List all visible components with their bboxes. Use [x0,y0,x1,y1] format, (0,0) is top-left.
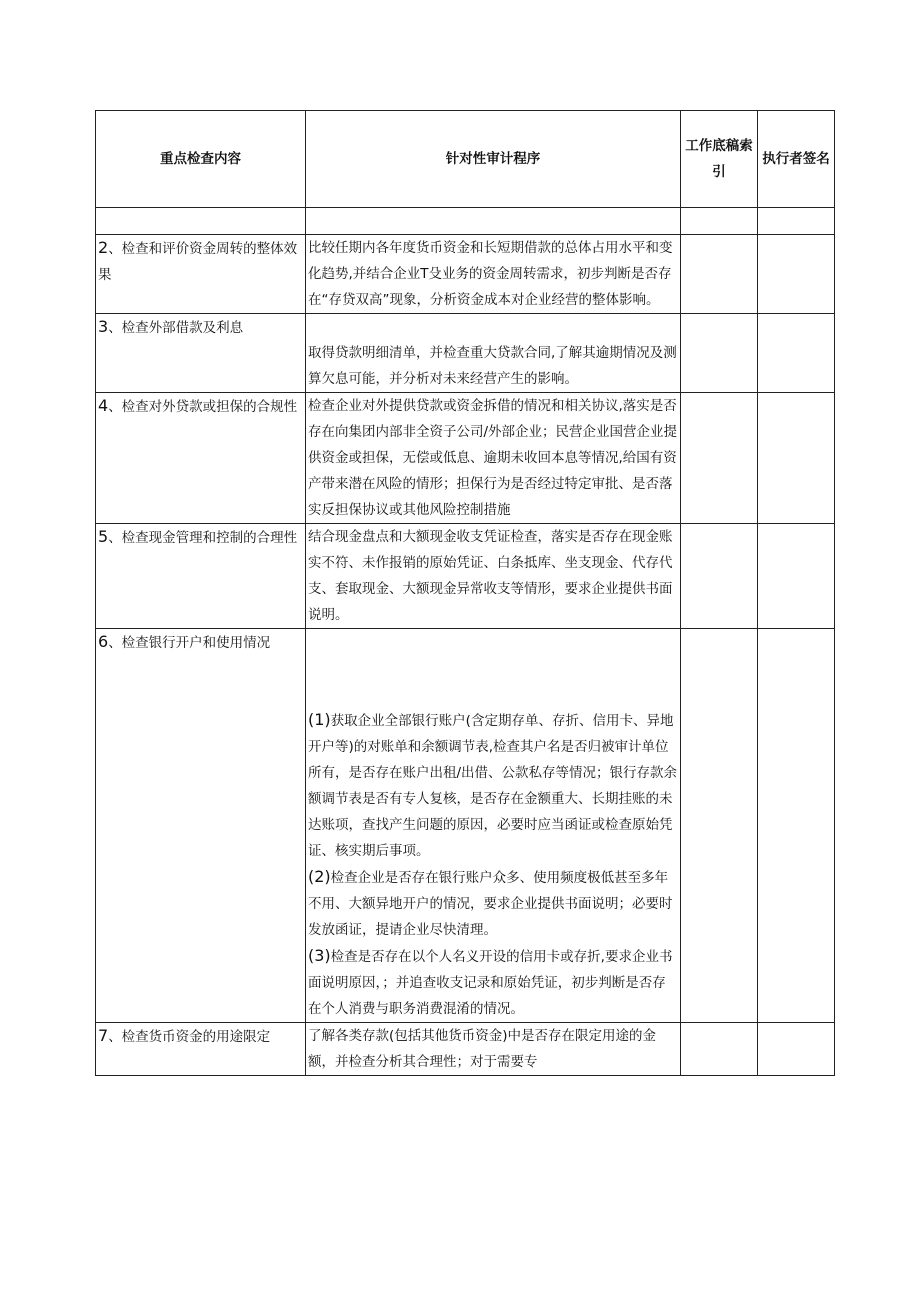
procedure-cell: 检查企业对外提供贷款或资金拆借的情况和相关协议,落实是否存在向集团内部非全资子公司/外部企业；民营企业国营企业提供资金或担保，无偿或低息、逾期未收回本息等情况,给国有资产带来潜在风险的情形；担保行为是否经过特定审批、是否落实反担保协议或其他风险控制措施 [306,393,681,524]
table-row [96,1023,835,1076]
table-row [96,629,835,1023]
table-row [96,393,835,524]
workpaper-index-cell [681,1023,758,1076]
procedure-cell [306,629,681,1023]
procedure-item: (1)获取企业全部银行账户(含定期存单、存折、信用卡、异地开户等)的对账单和余额调节表,检查其户名是否归被审计单位所有，是否存在账户出租/出借、公款私存等情况；银行存款余额调节表是否有专人复核，是否存在金额重大、长期挂账的未达账项，查找产生问题的原因，必要时应当函证或检查原始凭证、核实期后事项。 [308,710,678,859]
empty-row [96,208,835,235]
workpaper-index-cell [681,235,758,314]
table-row [96,524,835,629]
procedure-item: (3)检查是否存在以个人名义开设的信用卡或存折,要求企业书面说明原因，；并追查收支记录和原始凭证，初步判断是否存在个人消费与职务消费混淆的情况。 [308,946,673,1017]
check-content-cell: 3、检查外部借款及利息 [96,314,306,393]
workpaper-index-cell [681,314,758,393]
table-row [96,235,835,314]
header-check-content: 重点检查内容 [96,111,306,208]
workpaper-index-cell [681,629,758,1023]
header-workpaper-index: 工作底稿索引 [681,111,758,208]
check-content-cell: 5、检查现金管理和控制的合理性 [96,524,306,629]
check-content-cell: 7、检查货币资金的用途限定 [96,1023,306,1076]
header-executor-signature: 执行者签名 [758,111,835,208]
signature-cell [758,393,835,524]
signature-cell [758,314,835,393]
check-content-cell: 2、检查和评价资金周转的整体效果 [96,235,306,314]
procedure-item: (2)检查企业是否存在银行账户众多、使用频度极低甚至多年不用、大额异地开户的情况，要求企业提供书面说明；必要时发放函证，提请企业尽快清理。 [308,867,673,938]
check-content-cell: 6、检查银行开户和使用情况 [96,629,306,1023]
signature-cell [758,1023,835,1076]
procedure-cell: 结合现金盘点和大额现金收支凭证检查，落实是否存在现金账实不符、未作报销的原始凭证、白条抵库、坐支现金、代存代支、套取现金、大额现金异常收支等情形，要求企业提供书面说明。 [306,524,681,629]
signature-cell [758,629,835,1023]
audit-table [95,110,835,1076]
procedure-cell: 取得贷款明细清单，并检查重大贷款合同,了解其逾期情况及测算欠息可能，并分析对未来经营产生的影响。 [306,314,681,393]
header-audit-procedure: 针对性审计程序 [306,111,681,208]
procedure-cell: 比较任期内各年度货币资金和长短期借款的总体占用水平和变化趋势,并结合企业T殳业务的资金周转需求，初步判断是否存在“存贷双高”现象，分析资金成本对企业经营的整体影响。 [306,235,681,314]
header-row [96,111,835,208]
table-row [96,314,835,393]
check-content-cell: 4、检查对外贷款或担保的合规性 [96,393,306,524]
workpaper-index-cell [681,524,758,629]
signature-cell [758,524,835,629]
signature-cell [758,235,835,314]
workpaper-index-cell [681,393,758,524]
procedure-cell: 了解各类存款(包括其他货币资金)中是否存在限定用途的金额，并检查分析其合理性；对于需要专 [306,1023,681,1076]
